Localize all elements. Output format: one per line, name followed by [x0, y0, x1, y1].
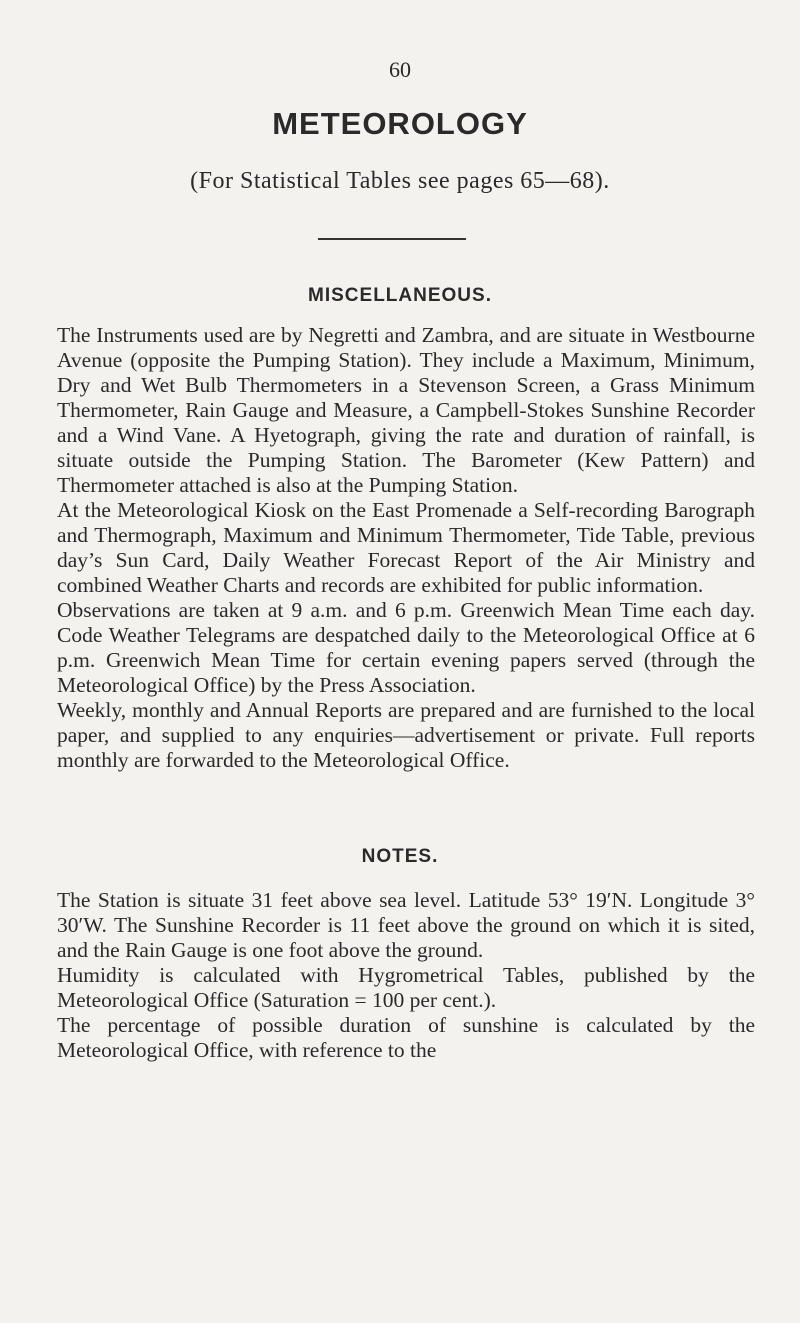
page-title: METEOROLOGY — [272, 106, 528, 141]
page-subtitle: (For Statistical Tables see pages 65—68). — [190, 168, 610, 194]
section-heading-miscellaneous: MISCELLANEOUS. — [308, 285, 492, 306]
section-body-notes — [57, 888, 755, 1063]
paragraph: The Station is situate 31 feet above sea level. Latitude 53° 19′N. Longitude 3° 30′W. The Sunshine Recorder is 11 feet above the ground on which it is sited, and the Rain Gauge is one foot above the ground. — [57, 888, 755, 962]
page-number: 60 — [389, 57, 411, 82]
paragraph: The Instruments used are by Negretti and Zambra, and are situate in Westbourne Avenue (opposite the Pumping Station). They include a Maximum, Minimum, Dry and Wet Bulb Thermometers in a Stevenson Screen, a Grass Minimum Thermometer, Rain Gauge and Measure, a Campbell-Stokes Sunshine Recorder and a Wind Vane. A Hyetograph, giving the rate and duration of rainfall, is situate outside the Pumping Station. The Barometer (Kew Pattern) and Thermometer attached is also at the Pumping Station. — [57, 323, 755, 497]
divider-rule — [318, 238, 466, 240]
paragraph: At the Meteorological Kiosk on the East Promenade a Self-recording Barograph and Thermograph, Maximum and Minimum Thermometer, Tide Table, previous day’s Sun Card, Daily Weather Forecast Report of the Air Ministry and combined Weather Charts and records are exhibited for public information. — [57, 498, 755, 597]
section-heading-notes: NOTES. — [361, 846, 439, 867]
paragraph: The percentage of possible duration of sunshine is calculated by the Meteorological Office, with reference to the — [57, 1013, 755, 1062]
paragraph: Observations are taken at 9 a.m. and 6 p.m. Greenwich Mean Time each day. Code Weather Telegrams are despatched daily to the Meteorological Office at 6 p.m. Greenwich Mean Time for certain evening papers served (through the Meteorological Office) by the Press Association. — [57, 598, 755, 697]
paragraph: Weekly, monthly and Annual Reports are prepared and are furnished to the local paper, and supplied to any enquiries—advertisement or private. Full reports monthly are forwarded to the Meteorological Office. — [57, 698, 755, 772]
paragraph: Humidity is calculated with Hygrometrical Tables, published by the Meteorological Office (Saturation = 100 per cent.). — [57, 963, 755, 1012]
section-body-miscellaneous — [57, 323, 755, 773]
